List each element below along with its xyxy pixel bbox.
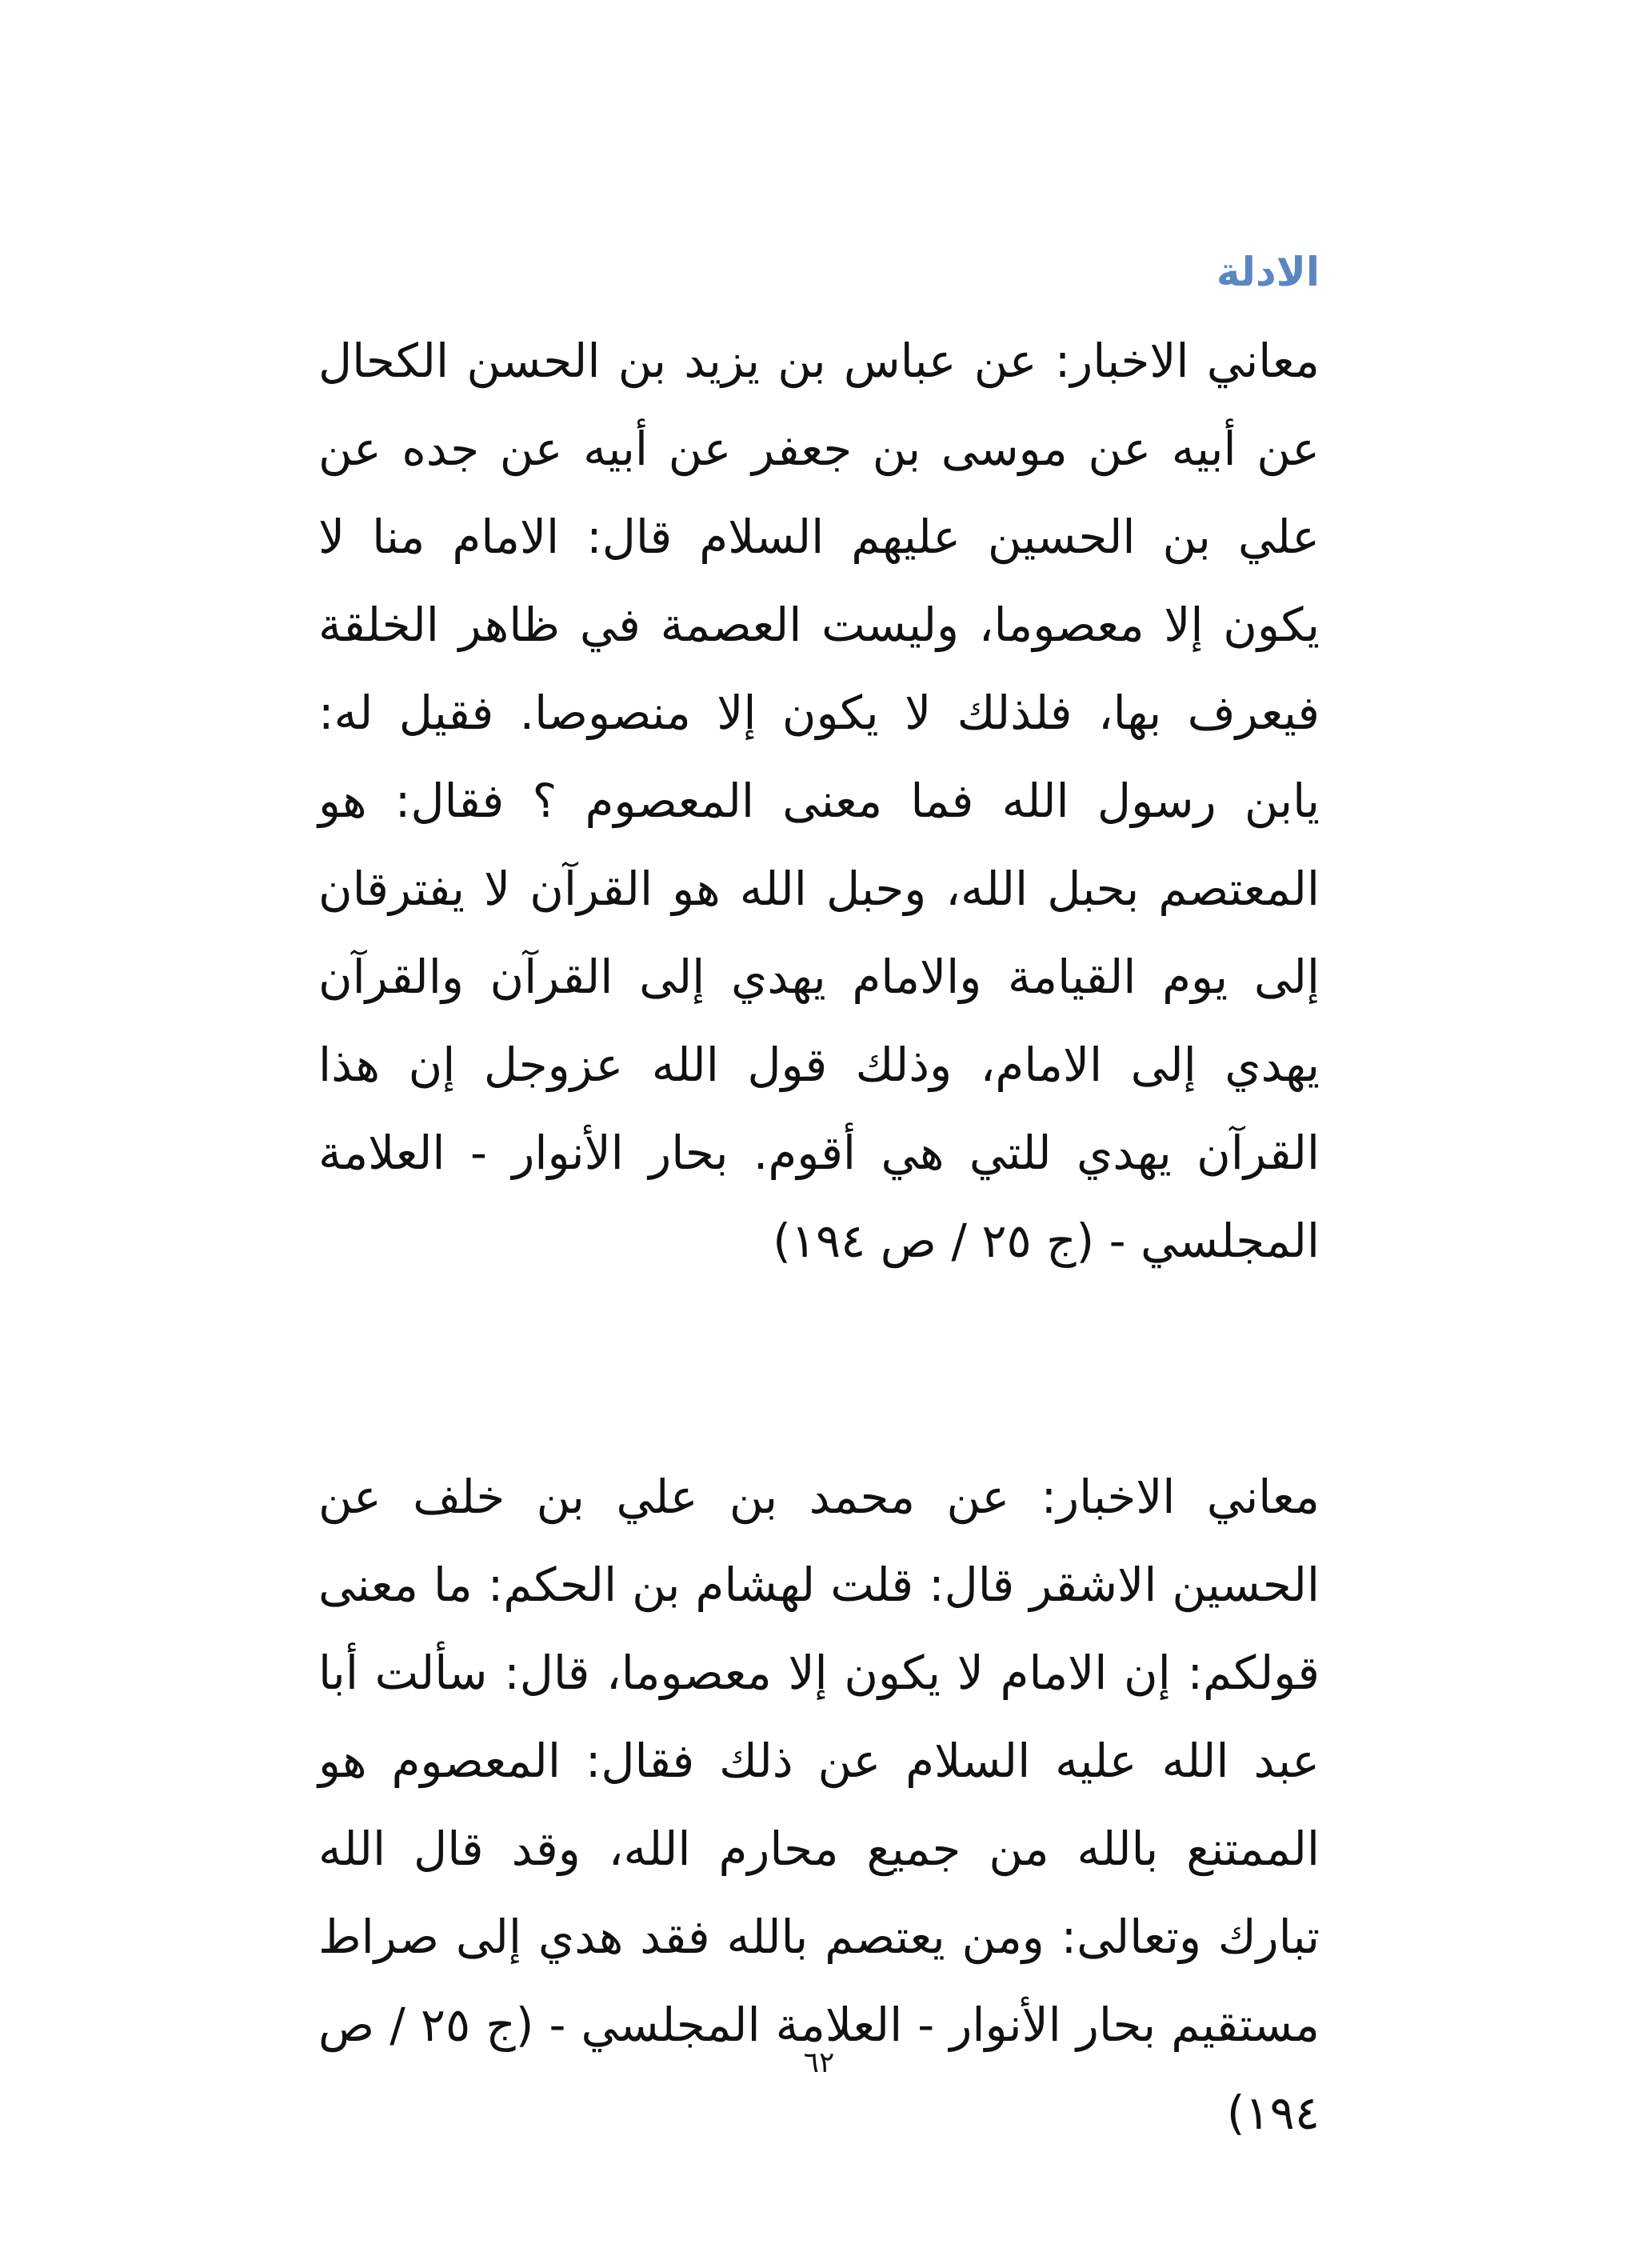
page-number: ٦٢ (803, 2046, 835, 2079)
page-content (318, 248, 1320, 2157)
section-heading: الادلة (1216, 249, 1320, 295)
hadith-paragraph-1: معاني الاخبار: عن عباس بن يزيد بن الحسن الكحال عن أبيه عن موسى بن جعفر عن أبيه عن جده عن علي بن الحسين عليهم السلام قال: الامام منا لا يكون إلا معصوما، وليست العصمة في ظاهر الخلقة فيعرف بها، فلذلك لا يكون إلا منصوصا. فقيل له: يابن رسول الله فما معنى المعصوم ؟ فقال: هو المعتصم بحبل الله، وحبل الله هو القرآن لا يفترقان إلى يوم القيامة والامام يهدي إلى القرآن والقرآن يهدي إلى الامام، وذلك قول الله عزوجل إن هذا القرآن يهدي للتي هي أقوم. بحار الأنوار - العلامة المجلسي - (ج ٢٥ / ص ١٩٤) (318, 334, 1320, 1268)
hadith-paragraph-2: معاني الاخبار: عن محمد بن علي بن خلف عن الحسين الاشقر قال: قلت لهشام بن الحكم: ما معنى قولكم: إن الامام لا يكون إلا معصوما، قال: سألت أبا عبد الله عليه السلام عن ذلك فقال: المعصوم هو الممتنع بالله من جميع محارم الله، وقد قال الله تبارك وتعالى: ومن يعتصم بالله فقد هدي إلى صراط مستقيم بحار الأنوار - العلامة المجلسي - (ج ٢٥ / ص ١٩٤) (318, 1470, 1320, 2140)
